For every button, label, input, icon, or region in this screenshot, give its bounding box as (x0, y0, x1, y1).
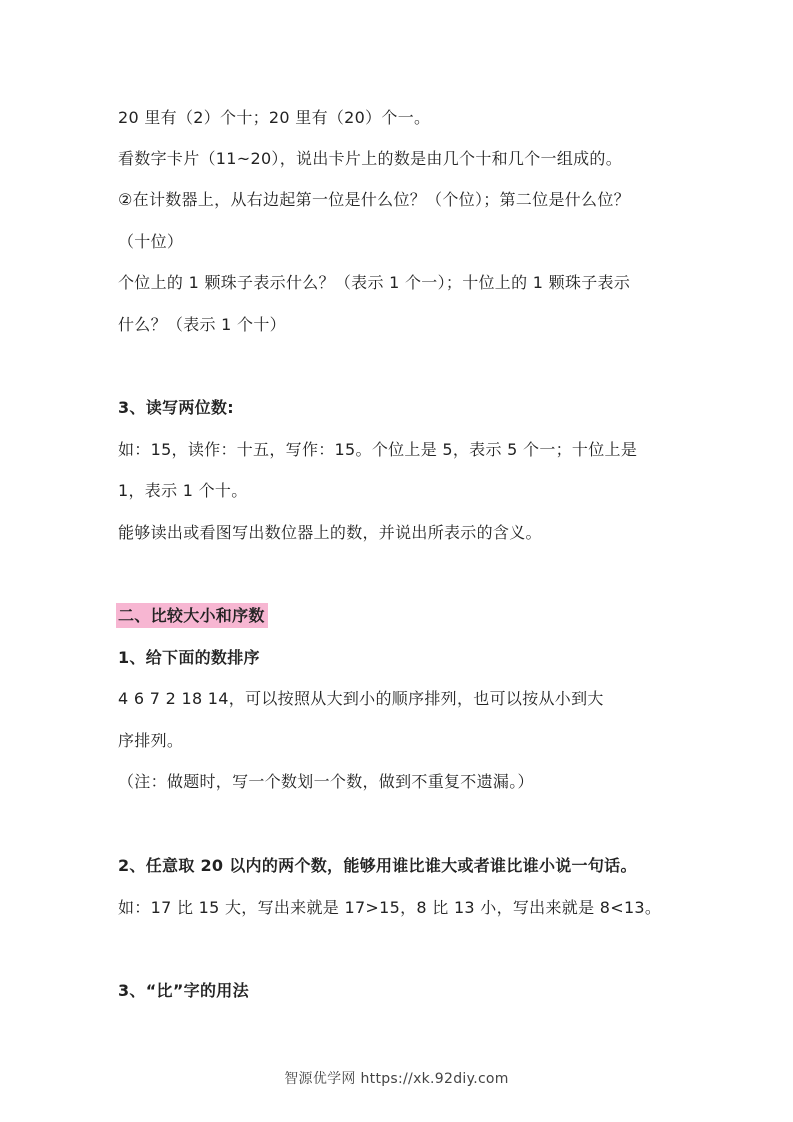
chapter-heading (118, 605, 268, 627)
text-line: 能够读出或看图写出数位器上的数，并说出所表示的含义。 (118, 523, 542, 542)
footer-watermark: 智源优学网 https://xk.92diy.com (284, 1071, 509, 1087)
text-line: （注：做题时，写一个数划一个数，做到不重复不遗漏。） (118, 772, 534, 791)
text-line: 看数字卡片（11~20），说出卡片上的数是由几个十和几个一组成的。 (118, 149, 623, 168)
section-heading: 3、“比”字的用法 (118, 981, 249, 1000)
section-heading: 2、任意取 20 以内的两个数，能够用谁比谁大或者谁比谁小说一句话。 (118, 856, 637, 875)
text-line: （十位） (118, 232, 184, 251)
document-page (118, 0, 688, 1122)
text-line: 1，表示 1 个十。 (118, 481, 248, 500)
text-line: 个位上的 1 颗珠子表示什么？（表示 1 个一）；十位上的 1 颗珠子表示 (118, 273, 631, 292)
section-heading: 3、读写两位数: (118, 398, 234, 417)
text-line: 4 6 7 2 18 14，可以按照从大到小的顺序排列，也可以按从小到大 (118, 689, 604, 708)
section-heading: 1、给下面的数排序 (118, 648, 260, 667)
text-line: 序排列。 (118, 731, 184, 750)
text-line: 如：15，读作：十五，写作：15。个位上是 5，表示 5 个一；十位上是 (118, 440, 638, 459)
text-line: 20 里有（2）个十；20 里有（20）个一。 (118, 108, 431, 127)
text-line: 什么？（表示 1 个十） (118, 315, 286, 334)
text-line: 如：17 比 15 大，写出来就是 17>15，8 比 13 小，写出来就是 8<13。 (118, 898, 662, 917)
text-line: ②在计数器上，从右边起第一位是什么位？（个位）；第二位是什么位？ (118, 190, 630, 209)
highlighted-heading: 二、比较大小和序数 (116, 603, 268, 628)
